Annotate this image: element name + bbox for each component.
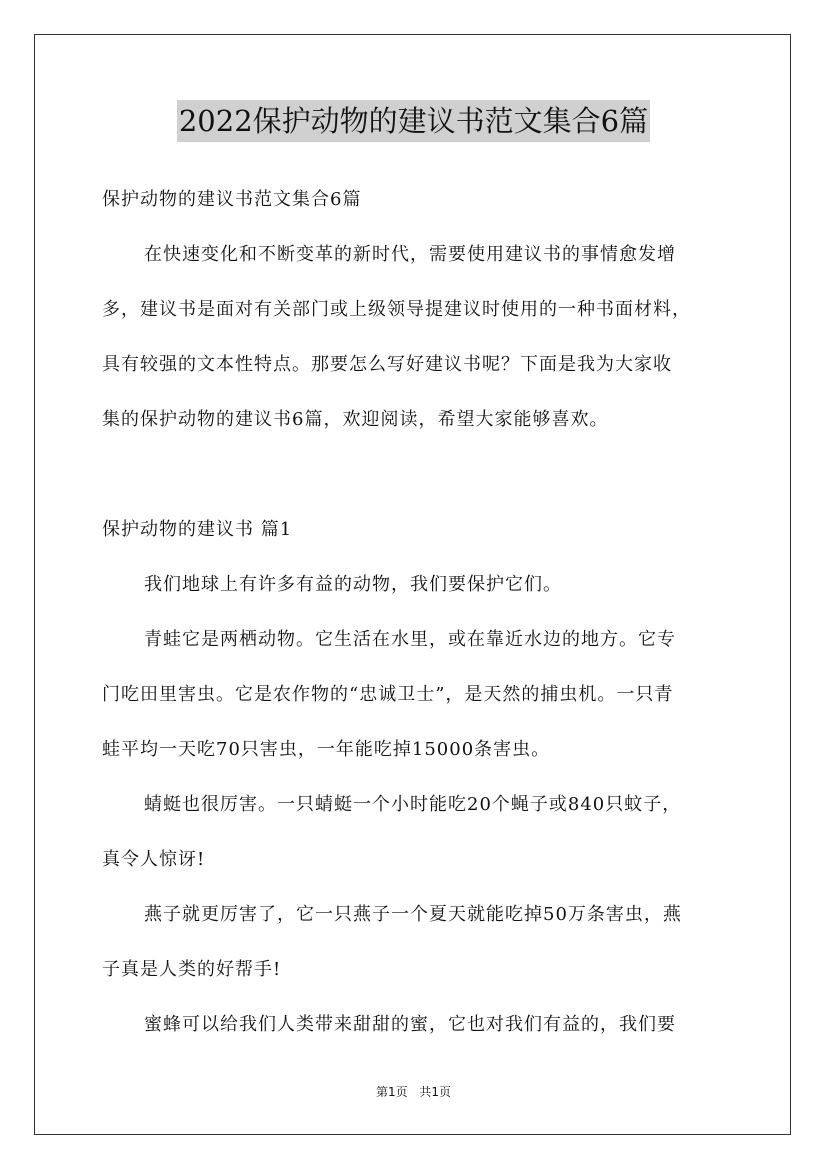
- paragraph-line: 蛙平均一天吃70只害虫，一年能吃掉15000条害虫。: [102, 739, 551, 760]
- paragraph-line: 门吃田里害虫。它是农作物的“忠诚卫士”，是天然的捕虫机。一只青: [102, 684, 674, 705]
- document-title: 2022保护动物的建议书范文集合6篇: [177, 100, 650, 142]
- intro-line: 集的保护动物的建议书6篇，欢迎阅读，希望大家能够喜欢。: [102, 409, 609, 430]
- title-container: [0, 100, 827, 142]
- document-body: [102, 172, 742, 1052]
- intro-line: 具有较强的文本性特点。那要怎么写好建议书呢？下面是我为大家收: [102, 354, 672, 375]
- intro-line: 在快速变化和不断变革的新时代，需要使用建议书的事情愈发增: [144, 244, 676, 265]
- paragraph-line: 燕子就更厉害了，它一只燕子一个夏天就能吃掉50万条害虫，燕: [144, 904, 682, 925]
- paragraph-line: 青蛙它是两栖动物。它生活在水里，或在靠近水边的地方。它专: [144, 629, 676, 650]
- page-footer: [0, 1083, 827, 1100]
- paragraph-line: 蜜蜂可以给我们人类带来甜甜的蜜，它也对我们有益的，我们要: [144, 1014, 676, 1035]
- paragraph-gap: [102, 447, 742, 502]
- paragraph-line: 我们地球上有许多有益的动物，我们要保护它们。: [144, 574, 562, 595]
- document-subtitle: 保护动物的建议书范文集合6篇: [102, 189, 362, 210]
- page-number-total: 共1页: [419, 1085, 452, 1099]
- paragraph-line: 真令人惊讶!: [102, 849, 206, 870]
- intro-line: 多，建议书是面对有关部门或上级领导提建议时使用的一种书面材料，: [102, 299, 691, 320]
- page-number-current: 第1页: [375, 1085, 408, 1099]
- paragraph-line: 子真是人类的好帮手!: [102, 959, 282, 980]
- section-heading: 保护动物的建议书 篇1: [102, 519, 293, 540]
- paragraph-line: 蜻蜓也很厉害。一只蜻蜓一个小时能吃20个蝇子或840只蚊子，: [144, 794, 682, 815]
